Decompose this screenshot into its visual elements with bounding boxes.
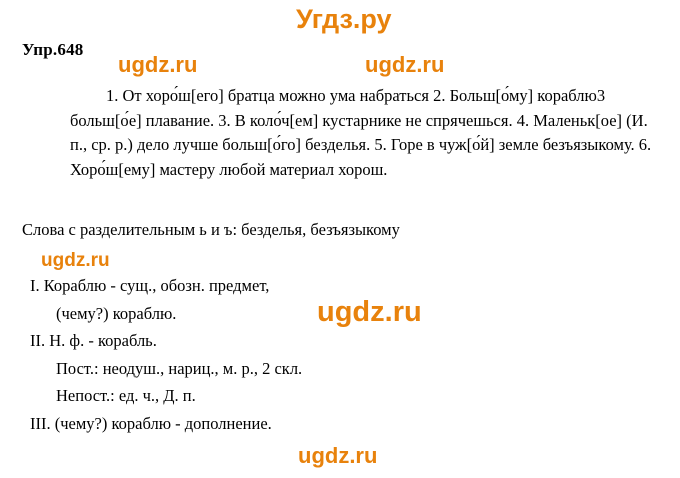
analysis-line: (чему?) кораблю. bbox=[56, 303, 177, 323]
morphological-analysis bbox=[22, 272, 642, 437]
analysis-line: III. (чему?) кораблю - дополнение. bbox=[30, 413, 272, 433]
watermark-c: ugdz.ru bbox=[41, 250, 110, 271]
separator-words-note: Слова с разделительным ь и ъ: безделья, безъязыкому bbox=[22, 220, 400, 239]
analysis-line: I. Кораблю - сущ., обозн. предмет, bbox=[30, 276, 270, 295]
exercise-paragraph: 1. От хоро́ш[его] братца можно ума набраться 2. Больш[о́му] кораблю3 больш[о́е] плавание. 3. В коло́ч[ем] кустарнике не спрячешься. 4. Маленьк[ое] (И. п., ср. р.) дело лучше больш[о́го] безделья. 5. Горе в чуж[о́й] земле безъязыкому. 6. Хоро́ш[ему] мастеру любой материал хорош. bbox=[70, 86, 652, 179]
analysis-line: Непост.: ед. ч., Д. п. bbox=[56, 386, 196, 405]
watermark-a: ugdz.ru bbox=[118, 52, 198, 77]
analysis-line: II. Н. ф. - корабль. bbox=[30, 331, 157, 350]
exercise-body-text bbox=[70, 84, 660, 182]
watermark-top: Угдз.ру bbox=[296, 4, 392, 34]
watermark-e: ugdz.ru bbox=[298, 443, 378, 468]
analysis-line: Пост.: неодуш., нариц., м. р., 2 скл. bbox=[56, 358, 303, 378]
exercise-number: Упр.648 bbox=[22, 40, 84, 59]
watermark-b: ugdz.ru bbox=[365, 52, 445, 77]
watermark-d: ugdz.ru bbox=[317, 296, 422, 328]
